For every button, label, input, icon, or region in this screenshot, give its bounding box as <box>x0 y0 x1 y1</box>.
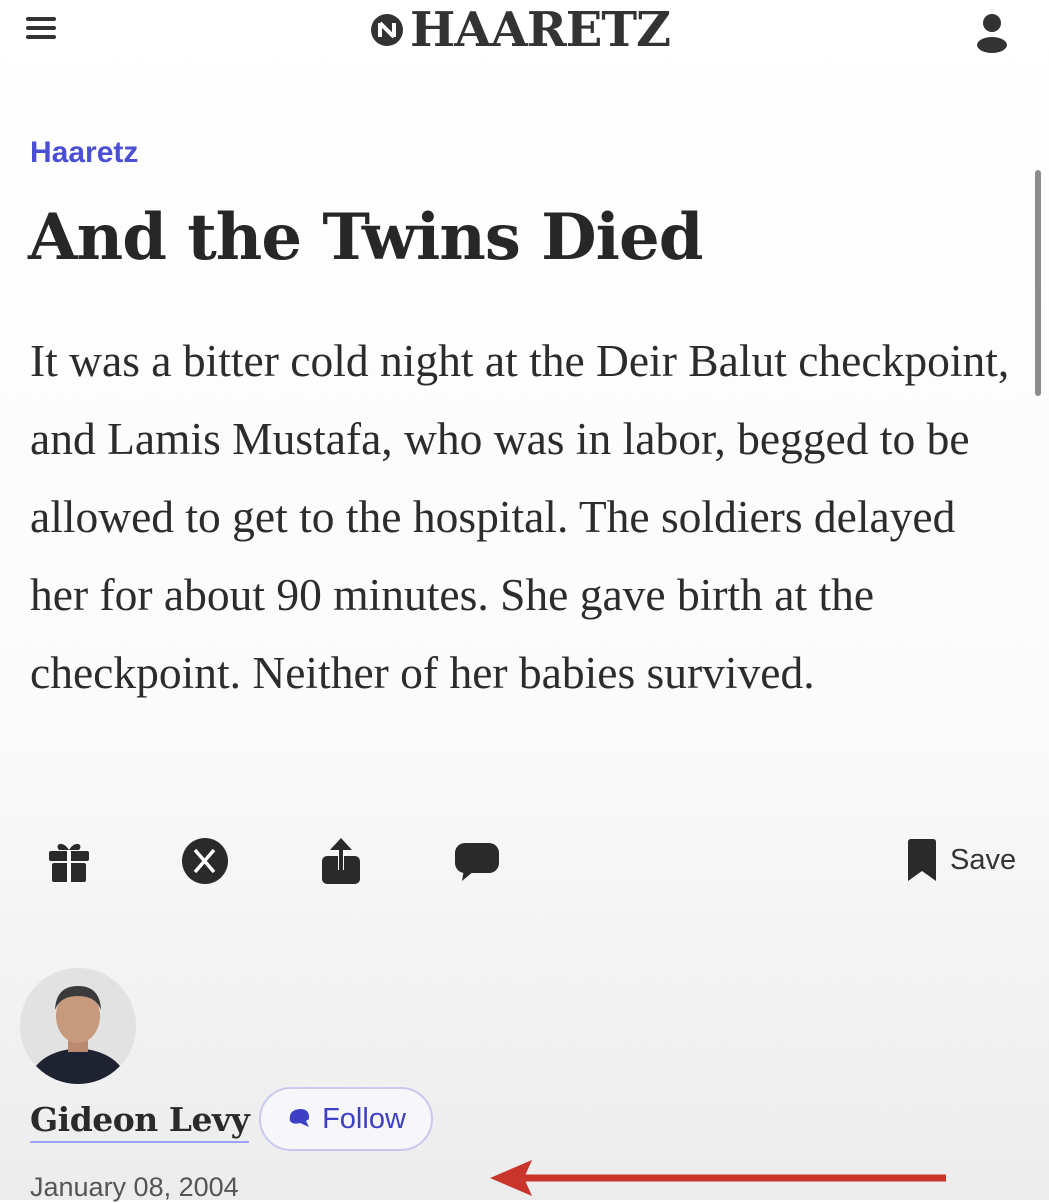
user-account-icon[interactable] <box>972 12 1012 54</box>
follow-bell-icon <box>286 1107 312 1131</box>
save-label: Save <box>950 843 1017 876</box>
haaretz-logo-mark-icon <box>370 13 404 47</box>
follow-label: Follow <box>322 1102 406 1135</box>
haaretz-logo[interactable] <box>370 2 670 58</box>
follow-author-button[interactable] <box>259 1087 433 1151</box>
share-icon <box>318 836 364 886</box>
save-article-button[interactable] <box>906 838 1016 882</box>
comment-icon <box>452 837 502 885</box>
share-button[interactable] <box>316 832 366 890</box>
hamburger-menu-icon[interactable] <box>24 12 58 46</box>
article-headline: And the Twins Died <box>28 200 703 275</box>
comments-button[interactable] <box>452 832 502 890</box>
share-x-button[interactable] <box>180 832 230 890</box>
article-action-bar <box>0 832 1049 892</box>
section-label[interactable]: Haaretz <box>30 136 139 169</box>
publish-date: January 08, 2004 <box>30 1172 239 1202</box>
article-lede: It was a bitter cold night at the Deir Balut checkpoint, and Lamis Mustafa, who was in labor, begged to be allowed to get to the hospital. The soldiers delayed her for about 90 minutes. She gave birth at the checkpoint. Neither of her babies survived. <box>30 335 1010 698</box>
red-arrow-annotation <box>488 1158 948 1198</box>
x-share-icon <box>181 837 229 885</box>
bookmark-icon <box>906 838 938 882</box>
top-header <box>0 0 1049 70</box>
logo-text: HAARETZ <box>410 2 671 58</box>
gift-icon <box>46 838 92 884</box>
author-name[interactable]: Gideon Levy <box>30 1100 249 1143</box>
author-photo <box>20 968 136 1084</box>
page-scrollbar[interactable] <box>1035 170 1041 396</box>
author-avatar[interactable] <box>20 968 136 1084</box>
gift-article-button[interactable] <box>44 832 94 890</box>
